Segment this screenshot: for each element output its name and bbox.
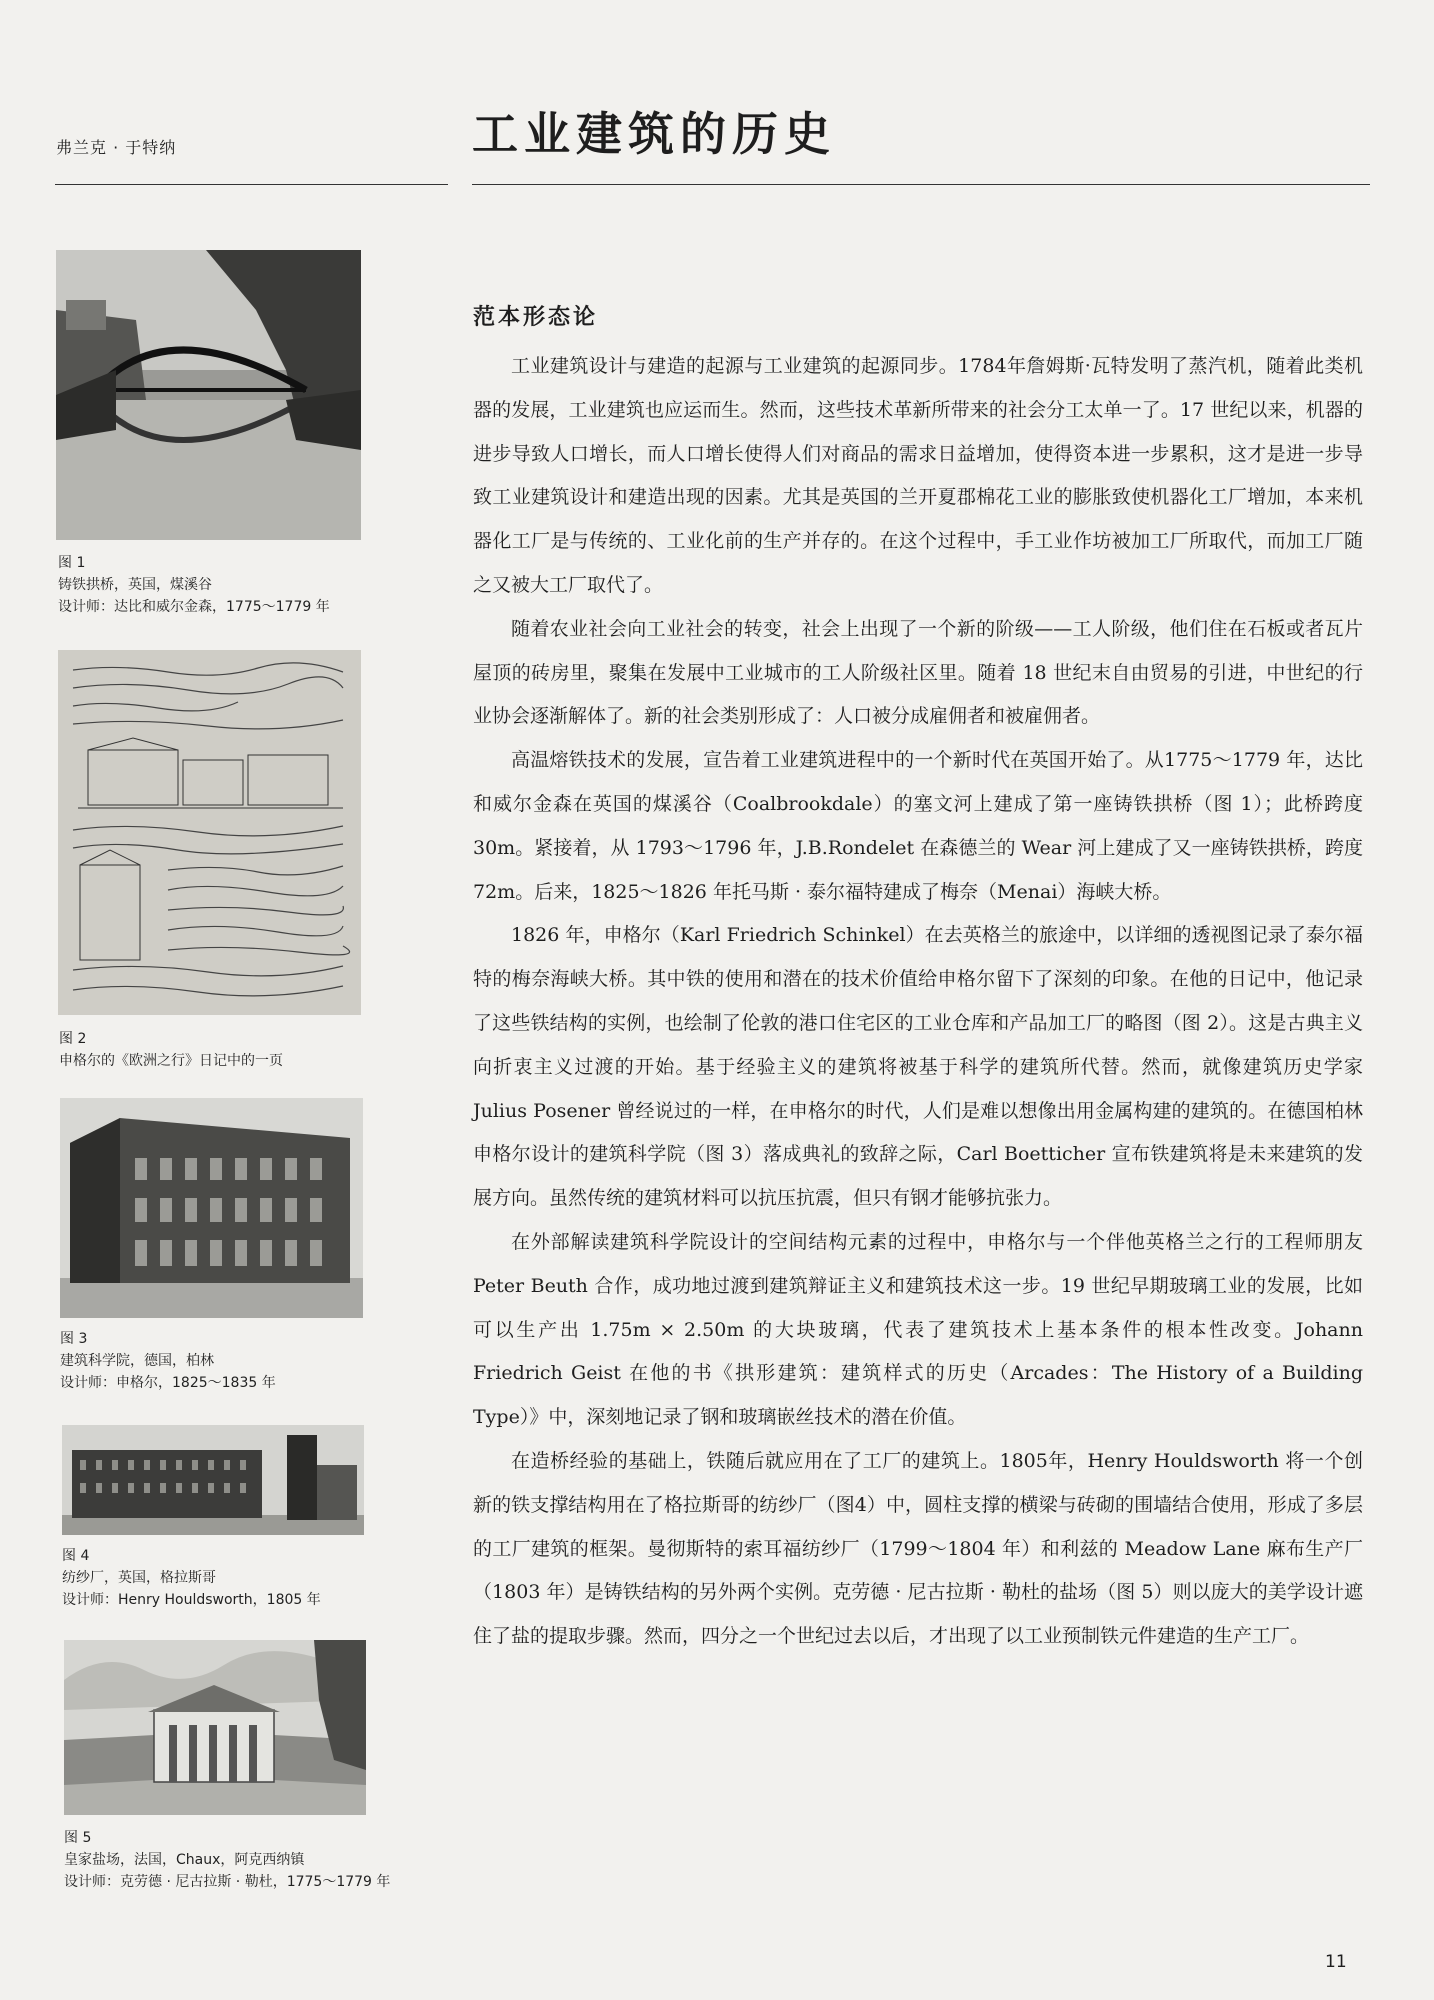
figure-3-caption (60, 1328, 276, 1394)
page-title: 工业建筑的历史 (472, 107, 836, 161)
paragraph-2: 随着农业社会向工业社会的转变，社会上出现了一个新的阶级——工人阶级，他们住在石板或者瓦片屋顶的砖房里，聚集在发展中工业城市的工人阶级社区里。随着 18 世纪末自由贸易的引进，中世纪的行业协会逐渐解体了。新的社会类别形成了：人口被分成雇佣者和被雇佣者。 (473, 617, 1363, 728)
paragraph-1: 工业建筑设计与建造的起源与工业建筑的起源同步。1784年詹姆斯·瓦特发明了蒸汽机，随着此类机器的发展，工业建筑也应运而生。然而，这些技术革新所带来的社会分工太单一了。17 世纪以来，机器的进步导致人口增长，而人口增长使得人们对商品的需求日益增加，使得资本进一步累积，这才是进一步导致工业建筑设计和建造出现的因素。尤其是英国的兰开夏郡棉花工业的膨胀致使机器化工厂增加，本来机器化工厂是与传统的、工业化前的生产并存的。在这个过程中，手工业作坊被加工厂所取代，而加工厂随之又被大工厂取代了。 (473, 355, 1363, 596)
figure-3-designer: 设计师：申格尔，1825～1835 年 (60, 1375, 276, 1391)
header-rule-left (55, 184, 448, 185)
figure-4-title: 纺纱厂，英国，格拉斯哥 (62, 1570, 216, 1586)
figure-4-image (62, 1425, 364, 1535)
figure-4-caption (62, 1545, 321, 1611)
figure-2-label: 图 2 (59, 1031, 87, 1047)
figure-1-title: 铸铁拱桥，英国，煤溪谷 (58, 577, 212, 593)
paragraph-5: 在外部解读建筑科学院设计的空间结构元素的过程中，申格尔与一个伴他英格兰之行的工程师朋友 Peter Beuth 合作，成功地过渡到建筑辩证主义和建筑技术这一步。19 世纪早期玻璃工业的发展，比如可以生产出 1.75m × 2.50m 的大块玻璃，代表了建筑技术上基本条件的根本性改变。Johann Friedrich Geist 在他的书《拱形建筑：建筑样式的历史（Arcades：The History of a Building Type）》中，深刻地记录了钢和玻璃嵌丝技术的潜在价值。 (473, 1230, 1363, 1429)
paragraph-6: 在造桥经验的基础上，铁随后就应用在了工厂的建筑上。1805年，Henry Houldsworth 将一个创新的铁支撑结构用在了格拉斯哥的纺纱厂（图4）中，圆柱支撑的横梁与砖砌的围墙结合使用，形成了多层的工厂建筑的框架。曼彻斯特的索耳福纺纱厂（1799～1804 年）和利兹的 Meadow Lane 麻布生产厂（1803 年）是铸铁结构的另外两个实例。克劳德 · 尼古拉斯 · 勒杜的盐场（图 5）则以庞大的美学设计遮住了盐的提取步骤。然而，四分之一个世纪过去以后，才出现了以工业预制铁元件建造的生产工厂。 (473, 1449, 1363, 1648)
figure-5-title: 皇家盐场，法国，Chaux，阿克西纳镇 (64, 1852, 305, 1868)
figure-4-designer: 设计师：Henry Houldsworth，1805 年 (62, 1592, 321, 1608)
author-name: 弗兰克 · 于特纳 (56, 138, 177, 157)
figure-3-label: 图 3 (60, 1331, 88, 1347)
figure-5-image (64, 1640, 366, 1815)
figure-3-title: 建筑科学院，德国，柏林 (60, 1353, 214, 1369)
figure-1-label: 图 1 (58, 555, 86, 571)
article-body (473, 300, 1363, 1659)
figure-3-image (60, 1098, 363, 1318)
figure-5-label: 图 5 (64, 1830, 92, 1846)
figure-5-designer: 设计师：克劳德 · 尼古拉斯 · 勒杜，1775～1779 年 (64, 1874, 391, 1890)
figure-2-image (58, 650, 361, 1015)
figure-4-label: 图 4 (62, 1548, 90, 1564)
section-title: 范本形态论 (473, 305, 599, 330)
paragraph-4: 1826 年，申格尔（Karl Friedrich Schinkel）在去英格兰的旅途中，以详细的透视图记录了泰尔福特的梅奈海峡大桥。其中铁的使用和潜在的技术价值给申格尔留下了深刻的印象。在他的日记中，他记录了这些铁结构的实例，也绘制了伦敦的港口住宅区的工业仓库和产品加工厂的略图（图 2）。这是古典主义向折衷主义过渡的开始。基于经验主义的建筑将被基于科学的建筑所代替。然而，就像建筑历史学家 Julius Posener 曾经说过的一样，在申格尔的时代，人们是难以想像出用金属构建的建筑的。在德国柏林申格尔设计的建筑科学院（图 3）落成典礼的致辞之际，Carl Boetticher 宣布铁建筑将是未来建筑的发展方向。虽然传统的建筑材料可以抗压抗震，但只有钢才能够抗张力。 (473, 924, 1363, 1210)
page-number: 11 (1325, 1952, 1347, 1972)
figure-2-title: 申格尔的《欧洲之行》日记中的一页 (59, 1053, 283, 1069)
figure-5-caption (64, 1827, 390, 1893)
figure-1-designer: 设计师：达比和威尔金森，1775～1779 年 (58, 599, 330, 615)
figure-1-caption (58, 552, 330, 618)
figure-2-caption (59, 1028, 283, 1072)
header-rule-right (472, 184, 1370, 185)
figure-1-image (56, 250, 361, 540)
paragraph-3: 高温熔铁技术的发展，宣告着工业建筑进程中的一个新时代在英国开始了。从1775～1779 年，达比和威尔金森在英国的煤溪谷（Coalbrookdale）的塞文河上建成了第一座铸铁拱桥（图 1）；此桥跨度 30m。紧接着，从 1793～1796 年，J.B.Rondelet 在森德兰的 Wear 河上建成了又一座铸铁拱桥，跨度 72m。后来，1825～1826 年托马斯 · 泰尔福特建成了梅奈（Menai）海峡大桥。 (473, 749, 1363, 903)
